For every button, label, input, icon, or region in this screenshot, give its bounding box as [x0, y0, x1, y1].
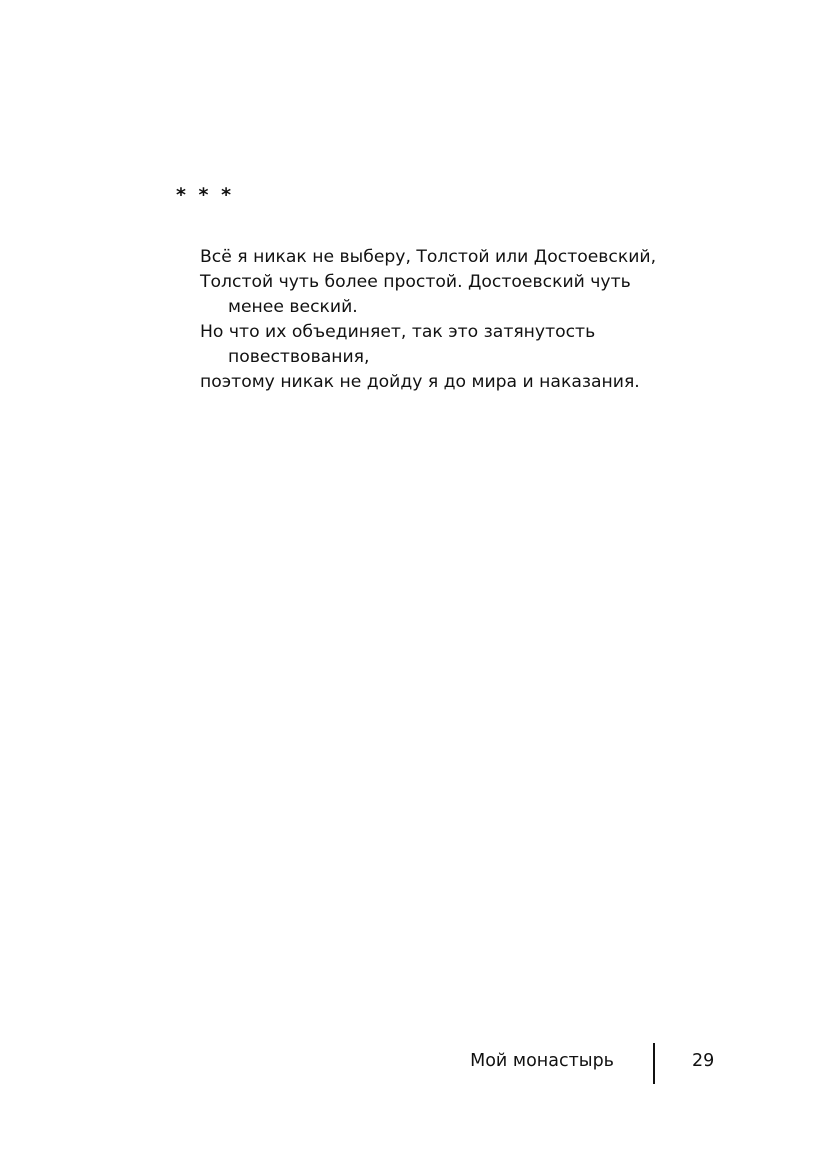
- poem-line-continuation: повествования,: [228, 347, 370, 367]
- running-footer-title: Мой монастырь: [470, 1051, 614, 1071]
- footer-divider: [653, 1043, 655, 1084]
- poem-line-continuation: менее веский.: [228, 297, 358, 317]
- poem: [200, 245, 760, 395]
- page-number: 29: [692, 1051, 715, 1071]
- section-separator: * * *: [176, 184, 235, 206]
- poem-line: Толстой чуть более простой. Достоевский чуть: [200, 272, 631, 292]
- poem-line: Всё я никак не выберу, Толстой или Достоевский,: [200, 247, 657, 267]
- poem-line: Но что их объединяет, так это затянутость: [200, 322, 596, 342]
- poem-line: поэтому никак не дойду я до мира и наказания.: [200, 372, 640, 392]
